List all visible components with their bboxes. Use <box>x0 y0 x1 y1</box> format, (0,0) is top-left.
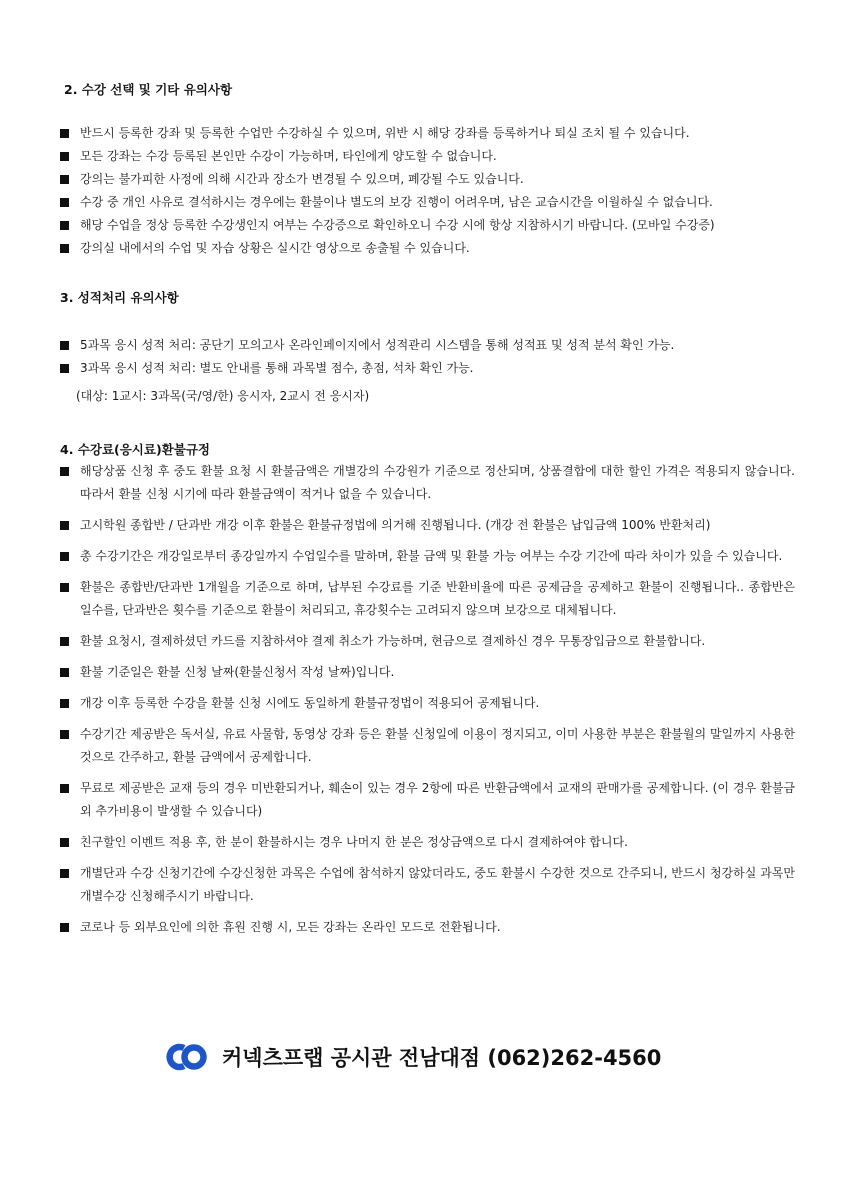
list-item: 5과목 응시 성적 처리: 공단기 모의고사 온라인페이지에서 성적관리 시스템을 통해 성적표 및 성적 분석 확인 가능. <box>60 334 795 357</box>
list-item: 환불은 종합반/단과반 1개월을 기준으로 하며, 납부된 수강료를 기준 반환비율에 따른 공제금을 공제하고 환불이 진행됩니다.. 종합반은 일수를, 단과반은 횟수를 기준으로 환불이 처리되고, 휴강횟수는 고려되지 않으며 보강으로 대체됩니다. <box>60 576 795 622</box>
square-bullet-icon <box>60 552 69 561</box>
list-item: 해당 수업을 정상 등록한 수강생인지 여부는 수강증으로 확인하오니 수강 시에 항상 지참하시기 바랍니다. (모바일 수강증) <box>60 214 795 237</box>
square-bullet-icon <box>60 699 69 708</box>
square-bullet-icon <box>60 221 69 230</box>
list-item: 고시학원 종합반 / 단과반 개강 이후 환불은 환불규정법에 의거해 진행됩니다. (개강 전 환불은 납입금액 100% 반환처리) <box>60 514 795 537</box>
footer-contact-text: 커넥츠프랩 공시관 전남대점 (062)262-4560 <box>222 1046 662 1070</box>
list-item: 코로나 등 외부요인에 의한 휴원 진행 시, 모든 강좌는 온라인 모드로 전환됩니다. <box>60 916 795 939</box>
list-item: 강의실 내에서의 수업 및 자습 상황은 실시간 영상으로 송출될 수 있습니다. <box>60 237 795 260</box>
square-bullet-icon <box>60 784 69 793</box>
list-item: 총 수강기간은 개강일로부터 종강일까지 수업일수를 말하며, 환불 금액 및 환불 가능 여부는 수강 기간에 따라 차이가 있을 수 있습니다. <box>60 545 795 568</box>
square-bullet-icon <box>60 583 69 592</box>
connects-logo-icon <box>164 1040 210 1074</box>
list-item: 수강기간 제공받은 독서실, 유료 사물함, 동영상 강좌 등은 환불 신청일에 이용이 정지되고, 이미 사용한 부분은 환불월의 말일까지 사용한 것으로 간주하고, 환불 금액에서 공제합니다. <box>60 723 795 769</box>
section-4-list <box>60 460 795 947</box>
list-item: 해당상품 신청 후 중도 환불 요청 시 환불금액은 개별강의 수강원가 기준으로 정산되며, 상품결합에 대한 할인 가격은 적용되지 않습니다. 따라서 환불 신청 시기에 따라 환불금액이 적거나 없을 수 있습니다. <box>60 460 795 506</box>
square-bullet-icon <box>60 838 69 847</box>
list-item: 환불 요청시, 결제하셨던 카드를 지참하셔야 결제 취소가 가능하며, 현금으로 결제하신 경우 무통장입금으로 환불합니다. <box>60 630 795 653</box>
list-item: 개별단과 수강 신청기간에 수강신청한 과목은 수업에 참석하지 않았더라도, 중도 환불시 수강한 것으로 간주되니, 반드시 청강하실 과목만 개별수강 신청해주시기 바랍니다. <box>60 862 795 908</box>
list-item: 강의는 불가피한 사정에 의해 시간과 장소가 변경될 수 있으며, 폐강될 수도 있습니다. <box>60 168 795 191</box>
list-item: 3과목 응시 성적 처리: 별도 안내를 통해 과목별 점수, 총점, 석차 확인 가능. <box>60 357 795 380</box>
list-item: 모든 강좌는 수강 등록된 본인만 수강이 가능하며, 타인에게 양도할 수 없습니다. <box>60 145 795 168</box>
footer <box>164 1037 661 1077</box>
list-item: 친구할인 이벤트 적용 후, 한 분이 환불하시는 경우 나머지 한 분은 정상금액으로 다시 결제하여야 합니다. <box>60 831 795 854</box>
square-bullet-icon <box>60 152 69 161</box>
section-3-title: 3. 성적처리 유의사항 <box>60 290 179 305</box>
square-bullet-icon <box>60 244 69 253</box>
square-bullet-icon <box>60 198 69 207</box>
section-3-note: (대상: 1교시: 3과목(국/영/한) 응시자, 2교시 전 응시자) <box>76 389 370 403</box>
square-bullet-icon <box>60 175 69 184</box>
square-bullet-icon <box>60 730 69 739</box>
list-item: 반드시 등록한 강좌 및 등록한 수업만 수강하실 수 있으며, 위반 시 해당 강좌를 등록하거나 퇴실 조치 될 수 있습니다. <box>60 122 795 145</box>
square-bullet-icon <box>60 869 69 878</box>
section-2-title: 2. 수강 선택 및 기타 유의사항 <box>64 82 233 97</box>
square-bullet-icon <box>60 668 69 677</box>
list-item: 수강 중 개인 사유로 결석하시는 경우에는 환불이나 별도의 보강 진행이 어려우며, 남은 교습시간을 이월하실 수 없습니다. <box>60 191 795 214</box>
square-bullet-icon <box>60 637 69 646</box>
square-bullet-icon <box>60 467 69 476</box>
square-bullet-icon <box>60 923 69 932</box>
square-bullet-icon <box>60 341 69 350</box>
section-3-list <box>60 334 795 380</box>
list-item: 개강 이후 등록한 수강을 환불 신청 시에도 동일하게 환불규정법이 적용되어 공제됩니다. <box>60 692 795 715</box>
section-2-list <box>60 122 795 260</box>
list-item: 무료로 제공받은 교재 등의 경우 미반환되거나, 훼손이 있는 경우 2항에 따른 반환금액에서 교재의 판매가를 공제합니다. (이 경우 환불금 외 추가비용이 발생할 수 있습니다) <box>60 777 795 823</box>
square-bullet-icon <box>60 364 69 373</box>
square-bullet-icon <box>60 521 69 530</box>
section-4-title: 4. 수강료(응시료)환불규정 <box>60 442 210 457</box>
square-bullet-icon <box>60 129 69 138</box>
list-item: 환불 기준일은 환불 신청 날짜(환불신청서 작성 날짜)입니다. <box>60 661 795 684</box>
